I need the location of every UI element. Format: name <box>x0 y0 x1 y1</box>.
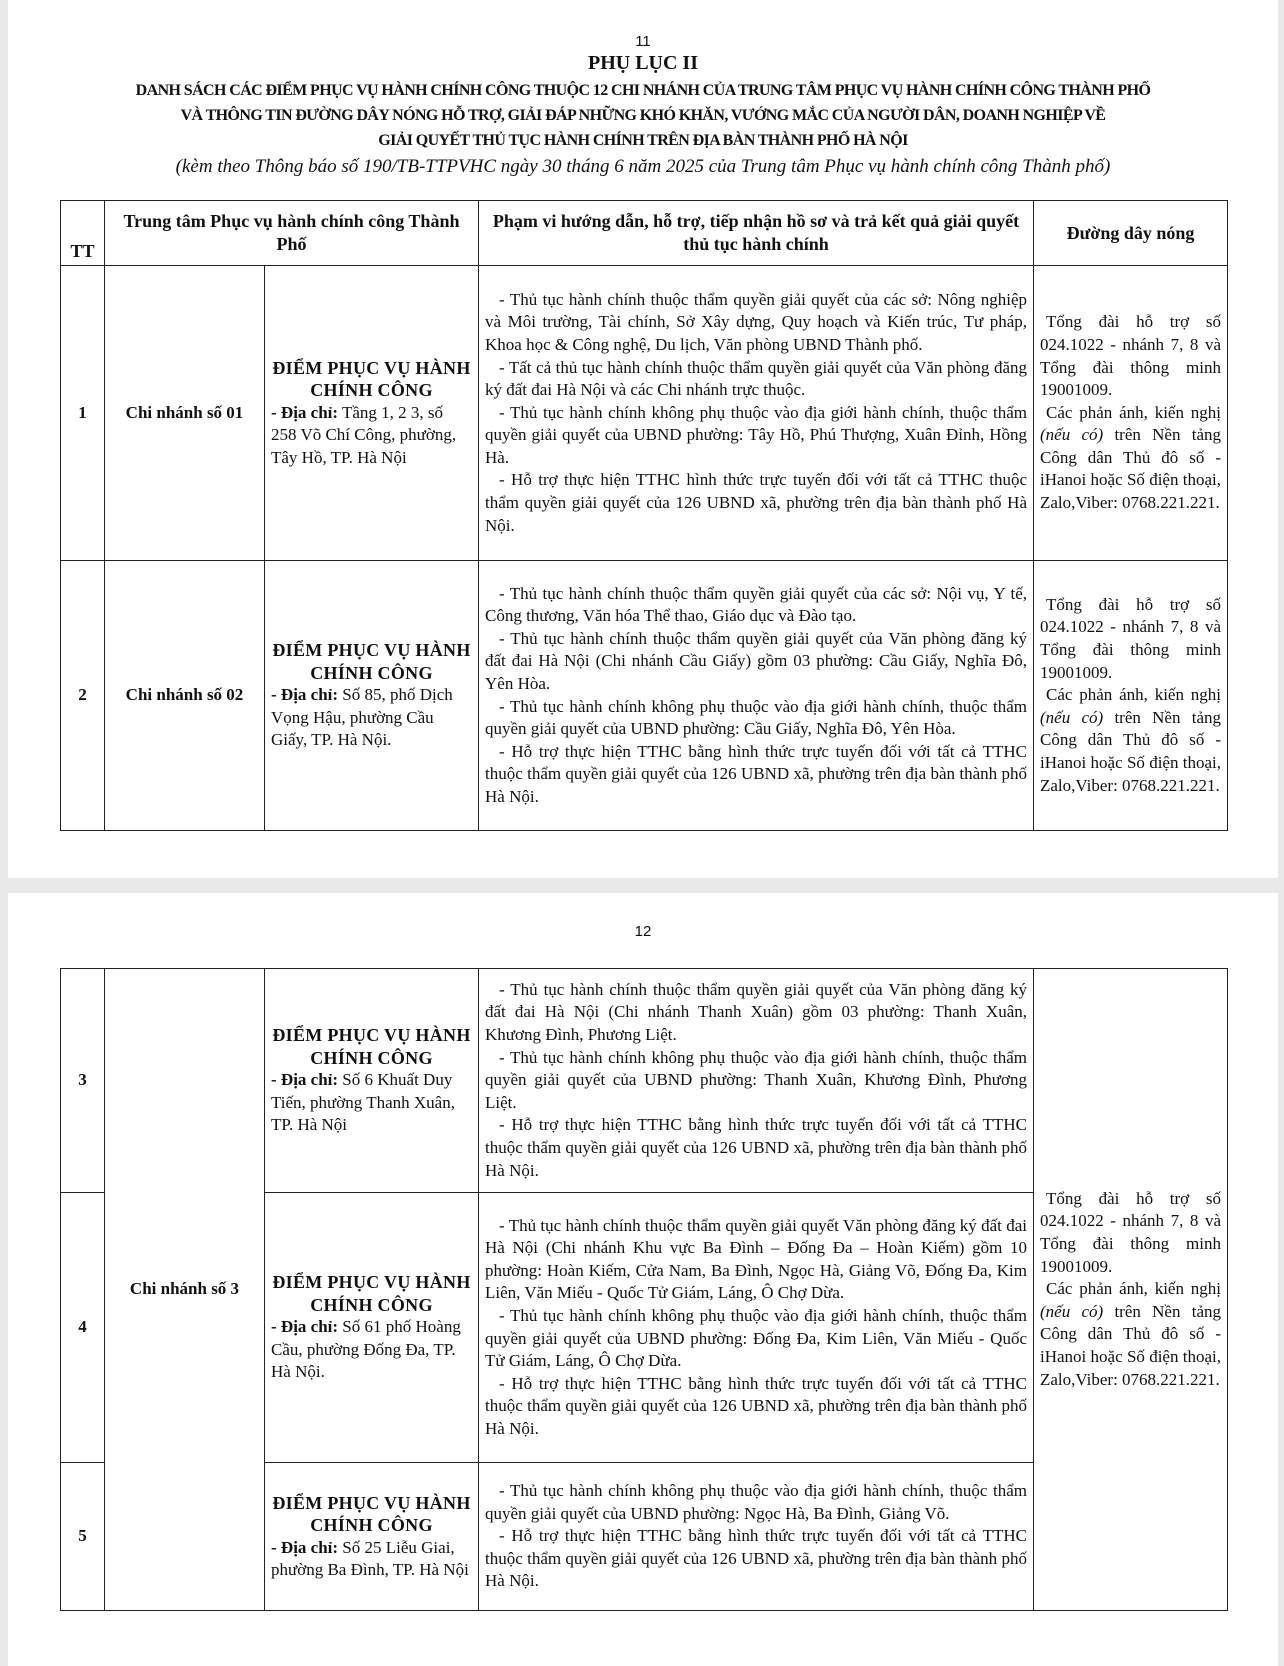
reference-note: (kèm theo Thông báo số 190/TB-TTPVHC ngày 30 tháng 6 năm 2025 của Trung tâm Phục vụ hành chính công Thành phố) <box>175 156 1111 177</box>
hotline-feedback: Các phản ánh, kiến nghị (nếu có) trên Nền tảng Công dân Thủ đô số - iHanoi hoặc Số điện thoại, Zalo,Viber: 0768.221.221. <box>1040 402 1221 513</box>
header-center: Trung tâm Phục vụ hành chính công Thành Phố <box>105 201 479 266</box>
service-point <box>265 969 479 1193</box>
scope-cell <box>479 561 1034 831</box>
header-tt: TT <box>61 201 105 266</box>
service-point-name: ĐIỂM PHỤC VỤ HÀNH CHÍNH CÔNG <box>272 357 471 401</box>
scope-item: - Thủ tục hành chính không phụ thuộc vào địa giới hành chính, thuộc thẩm quyền giải quyết của UBND phường: Thanh Xuân, Khương Đình, Phương Liệt. <box>485 1047 1027 1112</box>
scope-item: - Thủ tục hành chính thuộc thẩm quyền giải quyết của Văn phòng đăng ký đất đai Hà Nội (Chi nhánh Cầu Giấy) gồm 03 phường: Cầu Giấy, Nghĩa Đô, Yên Hòa. <box>485 628 1027 693</box>
address-text: Số 25 Liễu Giai, phường Ba Đình, TP. Hà Nội <box>271 1537 469 1579</box>
hotline-switchboard: Tổng đài hỗ trợ số 024.1022 - nhánh 7, 8 và Tổng đài thông minh 19001009. <box>1040 1188 1221 1276</box>
address-text: Số 85, phố Dịch Vọng Hậu, phường Cầu Giấy, TP. Hà Nội. <box>271 685 453 750</box>
scope-cell <box>479 969 1034 1193</box>
service-point-name: ĐIỂM PHỤC VỤ HÀNH CHÍNH CÔNG <box>272 1272 471 1315</box>
scope-item: - Hỗ trợ thực hiện TTHC bằng hình thức trực tuyến đối với tất cả TTHC thuộc thẩm quyền giải quyết của 126 UBND xã, phường trên địa bàn thành phố Hà Nội. <box>485 1373 1027 1438</box>
hotline-feedback: Các phản ánh, kiến nghị (nếu có) trên Nền tảng Công dân Thủ đô số - iHanoi hoặc Số điện thoại, Zalo,Viber: 0768.221.221. <box>1040 685 1221 795</box>
hotline-cell <box>1034 561 1228 831</box>
address-label: - Địa chỉ: <box>271 1317 339 1337</box>
page-number: 11 <box>635 33 651 50</box>
scope-item: - Thủ tục hành chính thuộc thẩm quyền giải quyết của Văn phòng đăng ký đất đai Hà Nội (Chi nhánh Thanh Xuân) gồm 03 phường: Thanh Xuân, Khương Đình, Phương Liệt. <box>485 979 1027 1045</box>
row-number: 4 <box>61 1193 105 1463</box>
scope-item: - Thủ tục hành chính không phụ thuộc vào địa giới hành chính, thuộc thẩm quyền giải quyết của UBND phường: Tây Hồ, Phú Thượng, Xuân Đỉnh, Hồng Hà. <box>485 402 1027 467</box>
scope-item: - Hỗ trợ thực hiện TTHC hình thức trực tuyến đối với tất cả TTHC thuộc thẩm quyền giải quyết của 126 UBND xã, phường trên địa bàn thành phố Hà Nội. <box>485 470 1027 535</box>
row-number: 3 <box>61 969 105 1193</box>
scope-item: - Tất cả thủ tục hành chính thuộc thẩm quyền giải quyết của Văn phòng đăng ký đất đai Hà Nội và các Chi nhánh trực thuộc. <box>485 357 1027 400</box>
scope-item: - Thủ tục hành chính không phụ thuộc vào địa giới hành chính, thuộc thẩm quyền giải quyết của UBND phường: Cầu Giấy, Nghĩa Đô, Yên Hòa. <box>485 696 1027 739</box>
service-point-name: ĐIỂM PHỤC VỤ HÀNH CHÍNH CÔNG <box>272 640 471 683</box>
header-hotline: Đường dây nóng <box>1034 201 1228 266</box>
address-label: - Địa chỉ: <box>271 685 339 705</box>
scope-item: - Thủ tục hành chính không phụ thuộc vào địa giới hành chính, thuộc thẩm quyền giải quyết của UBND phường: Đống Đa, Kim Liên, Văn Miếu - Quốc Tử Giám, Láng, Ô Chợ Dừa. <box>485 1305 1027 1371</box>
service-points-table-continued <box>60 968 1228 1611</box>
service-point <box>265 1193 479 1463</box>
heading-line-1: DANH SÁCH CÁC ĐIỂM PHỤC VỤ HÀNH CHÍNH CÔNG THUỘC 12 CHI NHÁNH CỦA TRUNG TÂM PHỤC VỤ HÀNH CHÍNH CÔNG THÀNH PHỐ <box>135 82 1151 99</box>
document-page-12 <box>8 893 1278 1666</box>
table-row <box>61 561 1228 831</box>
hotline-switchboard: Tổng đài hỗ trợ số 024.1022 - nhánh 7, 8 và Tổng đài thông minh 19001009. <box>1040 312 1221 400</box>
scope-cell <box>479 1193 1034 1463</box>
scope-item: - Thủ tục hành chính thuộc thẩm quyền giải quyết Văn phòng đăng ký đất đai Hà Nội (Chi nhánh Khu vực Ba Đình – Đống Đa – Hoàn Kiếm) gồm 10 phường: Hoàn Kiếm, Cửa Nam, Ba Đình, Ngọc Hà, Giảng Võ, Đống Đa, Kim Liên, Văn Miếu - Quốc Tử Giám, Láng, Ô Chợ Dừa. <box>485 1215 1027 1303</box>
table-header-row <box>61 201 1228 266</box>
document-page-11 <box>8 0 1278 878</box>
branch-name: Chi nhánh số 01 <box>105 266 265 561</box>
scope-item: - Thủ tục hành chính thuộc thẩm quyền giải quyết của các sở: Nội vụ, Y tế, Công thương, Văn hóa Thể thao, Giáo dục và Đào tạo. <box>485 583 1027 626</box>
service-point <box>265 266 479 561</box>
address-label: - Địa chỉ: <box>271 402 339 422</box>
service-point <box>265 1463 479 1611</box>
table-row <box>61 266 1228 561</box>
hotline-feedback: Các phản ánh, kiến nghị (nếu có) trên Nền tảng Công dân Thủ đô số - iHanoi hoặc Số điện thoại, Zalo,Viber: 0768.221.221. <box>1040 1279 1221 1389</box>
table-row <box>61 969 1228 1193</box>
scope-cell <box>479 1463 1034 1611</box>
service-point-name: ĐIỂM PHỤC VỤ HÀNH CHÍNH CÔNG <box>272 1025 471 1068</box>
page-number: 12 <box>634 923 652 940</box>
address-text: Số 6 Khuất Duy Tiến, phường Thanh Xuân, TP. Hà Nội <box>271 1070 455 1135</box>
hotline-switchboard: Tổng đài hỗ trợ số 024.1022 - nhánh 7, 8 và Tổng đài thông minh 19001009. <box>1040 594 1221 682</box>
row-number: 5 <box>61 1463 105 1611</box>
address-text: Số 61 phố Hoàng Cầu, phường Đống Đa, TP. Hà Nội. <box>271 1317 461 1382</box>
scope-item: - Thủ tục hành chính không phụ thuộc vào địa giới hành chính, thuộc thẩm quyền giải quyết của UBND phường: Ngọc Hà, Ba Đình, Giảng Võ. <box>485 1481 1027 1523</box>
row-number: 2 <box>61 561 105 831</box>
branch-name: Chi nhánh số 02 <box>105 561 265 831</box>
heading-line-3: GIẢI QUYẾT THỦ TỤC HÀNH CHÍNH TRÊN ĐỊA BÀN THÀNH PHỐ HÀ NỘI <box>378 132 908 149</box>
address-text: Tầng 1, 2 3, số 258 Võ Chí Công, phường, Tây Hồ, TP. Hà Nội <box>271 402 457 467</box>
service-point-name: ĐIỂM PHỤC VỤ HÀNH CHÍNH CÔNG <box>272 1492 471 1535</box>
scope-cell <box>479 266 1034 561</box>
hotline-cell <box>1034 266 1228 561</box>
branch-name: Chi nhánh số 3 <box>105 969 265 1611</box>
address-label: - Địa chỉ: <box>271 1070 339 1090</box>
heading-line-2: VÀ THÔNG TIN ĐƯỜNG DÂY NÓNG HỖ TRỢ, GIẢI ĐÁP NHỮNG KHÓ KHĂN, VƯỚNG MẮC CỦA NGƯỜI DÂN, DOANH NGHIỆP VỀ <box>180 107 1106 124</box>
scope-item: - Hỗ trợ thực hiện TTHC bằng hình thức trực tuyến đối với tất cả TTHC thuộc thẩm quyền giải quyết của 126 UBND xã, phường trên địa bàn thành phố Hà Nội. <box>485 1526 1027 1591</box>
appendix-title: PHỤ LỤC II <box>587 52 698 74</box>
row-number: 1 <box>61 266 105 561</box>
scope-item: - Hỗ trợ thực hiện TTHC bằng hình thức trực tuyến đối với tất cả TTHC thuộc thẩm quyền giải quyết của 126 UBND xã, phường trên địa bàn thành phố Hà Nội. <box>485 741 1027 806</box>
service-point <box>265 561 479 831</box>
scope-item: - Thủ tục hành chính thuộc thẩm quyền giải quyết của các sở: Nông nghiệp và Môi trường, Tài chính, Sở Xây dựng, Quy hoạch và Kiến trúc, Tư pháp, Khoa học & Công nghệ, Du lịch, Văn phòng UBND Thành phố. <box>485 289 1027 354</box>
hotline-cell <box>1034 969 1228 1611</box>
service-points-table <box>60 200 1228 831</box>
header-scope: Phạm vi hướng dẫn, hỗ trợ, tiếp nhận hồ sơ và trả kết quả giải quyết thủ tục hành chính <box>479 201 1034 266</box>
address-label: - Địa chỉ: <box>271 1537 339 1557</box>
scope-item: - Hỗ trợ thực hiện TTHC bằng hình thức trực tuyến đối với tất cả TTHC thuộc thẩm quyền giải quyết của 126 UBND xã, phường trên địa bàn thành phố Hà Nội. <box>485 1115 1027 1180</box>
